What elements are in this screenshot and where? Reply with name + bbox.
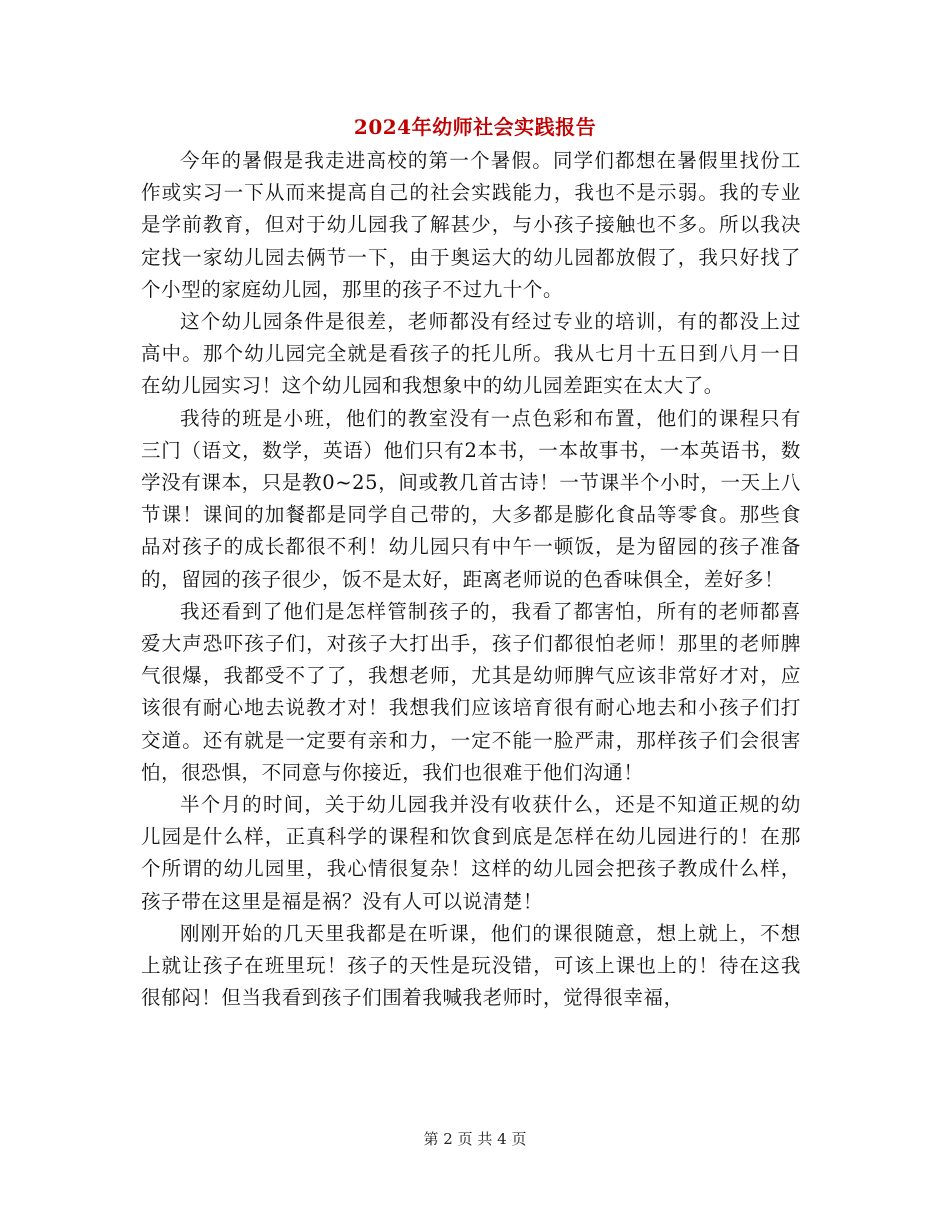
document-body (141, 145, 801, 1014)
page-number-footer: 第 2 页 共 4 页 (423, 1130, 527, 1148)
paragraph: 我待的班是小班，他们的教室没有一点色彩和布置，他们的课程只有三门（语文，数学，英语）他们只有2本书，一本故事书，一本英语书，数学没有课本，只是教0~25，间或教几首古诗！一节课半个小时，一天上八节课！课间的加餐都是同学自己带的，大多都是膨化食品等零食。那些食品对孩子的成长都很不利！幼儿园只有中午一顿饭，是为留园的孩子准备的，留园的孩子很少，饭不是太好，距离老师说的色香味俱全，差好多！ (141, 406, 801, 591)
paragraph: 半个月的时间，关于幼儿园我并没有收获什么，还是不知道正规的幼儿园是什么样，正真科学的课程和饮食到底是怎样在幼儿园进行的！在那个所谓的幼儿园里，我心情很复杂！这样的幼儿园会把孩子教成什么样，孩子带在这里是福是祸？没有人可以说清楚！ (141, 793, 801, 913)
paragraph: 我还看到了他们是怎样管制孩子的，我看了都害怕，所有的老师都喜爱大声恐吓孩子们，对孩子大打出手，孩子们都很怕老师！那里的老师脾气很爆，我都受不了了，我想老师，尤其是幼师脾气应该非常好才对，应该很有耐心地去说教才对！我想我们应该培育很有耐心地去和小孩子们打交道。还有就是一定要有亲和力，一定不能一脸严肃，那样孩子们会很害怕，很恐惧，不同意与你接近，我们也很难于他们沟通！ (141, 599, 801, 784)
paragraph: 刚刚开始的几天里我都是在听课，他们的课很随意，想上就上，不想上就让孩子在班里玩！孩子的天性是玩没错，可该上课也上的！待在这我很郁闷！但当我看到孩子们围着我喊我老师时，觉得很幸福， (141, 921, 801, 1010)
paragraph: 这个幼儿园条件是很差，老师都没有经过专业的培训，有的都没上过高中。那个幼儿园完全就是看孩子的托儿所。我从七月十五日到八月一日在幼儿园实习！这个幼儿园和我想象中的幼儿园差距实在太大了。 (141, 310, 801, 398)
document-title: 2024年幼师社会实践报告 (353, 115, 597, 139)
paragraph: 今年的暑假是我走进高校的第一个暑假。同学们都想在暑假里找份工作或实习一下从而来提高自己的社会实践能力，我也不是示弱。我的专业是学前教育，但对于幼儿园我了解甚少，与小孩子接触也不多。所以我决定找一家幼儿园去俩节一下，由于奥运大的幼儿园都放假了，我只好找了个小型的家庭幼儿园，那里的孩子不过九十个。 (141, 149, 801, 301)
